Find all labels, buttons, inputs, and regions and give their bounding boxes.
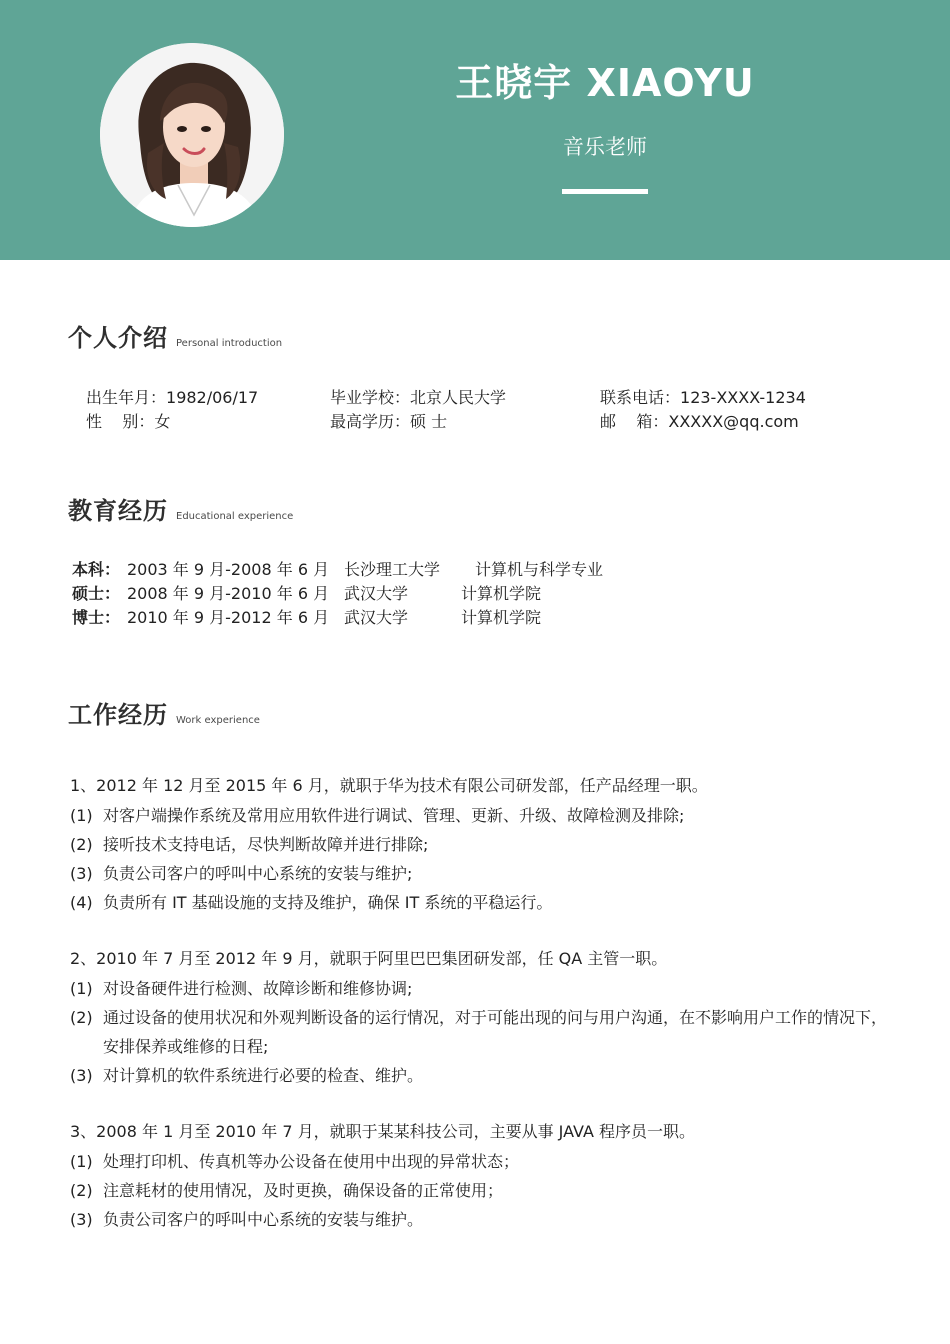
info-phone — [600, 386, 806, 410]
info-degree — [330, 410, 447, 434]
info-gender — [86, 410, 170, 434]
info-value: 硕 士 — [410, 412, 448, 431]
duty-number: (1) — [70, 806, 93, 825]
duty-text: 接听技术支持电话，尽快判断故障并进行排除; — [103, 835, 429, 854]
duty-number: (1) — [70, 1152, 93, 1171]
info-value: 1982/06/17 — [166, 388, 259, 407]
education-degree: 本科： — [72, 560, 121, 579]
education-period: 2003 年 9 月-2008 年 6 月 — [127, 560, 330, 579]
work-heading: 3、2008 年 1 月至 2010 年 7 月，就职于某某科技公司，主要从事 JAVA 程序员一职。 — [70, 1122, 695, 1141]
duty-text: 对设备硬件进行检测、故障诊断和维修协调; — [103, 979, 413, 998]
work-duty — [70, 830, 890, 859]
duty-number: (3) — [70, 864, 93, 883]
education-degree: 博士： — [72, 608, 121, 627]
info-label: 最高学历： — [330, 412, 411, 431]
education-school: 长沙理工大学 — [344, 560, 441, 579]
profile-photo-illustration — [100, 43, 284, 227]
education-major: 计算机与科学专业 — [475, 560, 604, 579]
info-label: 联系电话： — [600, 388, 681, 407]
info-email — [600, 410, 799, 434]
info-label: 邮 箱： — [600, 412, 669, 431]
duty-text: 负责公司客户的呼叫中心系统的安装与维护。 — [103, 1210, 424, 1229]
education-period: 2008 年 9 月-2010 年 6 月 — [127, 584, 330, 603]
info-value: 123-XXXX-1234 — [680, 388, 806, 407]
work-duty — [70, 1205, 890, 1234]
info-birth — [86, 386, 258, 410]
section-title-en: Personal introduction — [176, 338, 283, 349]
work-duty — [70, 859, 890, 888]
resume-header — [0, 0, 950, 260]
info-label: 毕业学校： — [330, 388, 411, 407]
work-duty — [70, 1061, 890, 1090]
duty-number: (2) — [70, 1008, 93, 1027]
header-divider — [562, 189, 648, 194]
education-school: 武汉大学 — [344, 584, 409, 603]
work-duty — [70, 801, 890, 830]
section-title-cn: 工作经历 — [68, 701, 168, 729]
section-title-cn: 教育经历 — [68, 497, 168, 525]
education-period: 2010 年 9 月-2012 年 6 月 — [127, 608, 330, 627]
section-title-education — [68, 491, 293, 526]
work-heading: 2、2010 年 7 月至 2012 年 9 月，就职于阿里巴巴集团研发部，任 QA 主管一职。 — [70, 949, 668, 968]
work-duty — [70, 1147, 890, 1176]
job-title: 音乐老师 — [563, 135, 647, 159]
candidate-name: 王晓宇 XIAOYU — [455, 61, 755, 105]
work-heading: 1、2012 年 12 月至 2015 年 6 月，就职于华为技术有限公司研发部，任产品经理一职。 — [70, 776, 708, 795]
duty-text: 对计算机的软件系统进行必要的检查、维护。 — [103, 1066, 424, 1085]
info-value: XXXXX@qq.com — [668, 412, 799, 431]
duty-text: 注意耗材的使用情况，及时更换，确保设备的正常使用； — [103, 1181, 504, 1200]
duty-number: (2) — [70, 835, 93, 854]
duty-number: (2) — [70, 1181, 93, 1200]
duty-text: 通过设备的使用状况和外观判断设备的运行情况，对于可能出现的问与用户沟通，在不影响用户工作的情况下，安排保养或维修的日程; — [103, 1008, 888, 1056]
info-label: 性 别： — [86, 412, 155, 431]
duty-number: (3) — [70, 1066, 93, 1085]
work-duty — [70, 1003, 890, 1061]
info-label: 出生年月： — [86, 388, 167, 407]
section-title-cn: 个人介绍 — [68, 324, 168, 352]
duty-text: 负责所有 IT 基础设施的支持及维护，确保 IT 系统的平稳运行。 — [103, 893, 553, 912]
duty-number: (1) — [70, 979, 93, 998]
education-school: 武汉大学 — [344, 608, 409, 627]
profile-photo — [100, 43, 284, 227]
education-degree: 硕士： — [72, 584, 121, 603]
section-title-en: Educational experience — [176, 511, 294, 522]
duty-text: 负责公司客户的呼叫中心系统的安装与维护; — [103, 864, 413, 883]
info-value: 北京人民大学 — [410, 388, 507, 407]
duty-number: (3) — [70, 1210, 93, 1229]
education-major: 计算机学院 — [461, 608, 542, 627]
work-duty — [70, 1176, 890, 1205]
duty-number: (4) — [70, 893, 93, 912]
section-title-work — [68, 695, 260, 730]
duty-text: 对客户端操作系统及常用应用软件进行调试、管理、更新、升级、故障检测及排除; — [103, 806, 685, 825]
work-duty — [70, 888, 890, 917]
section-title-en: Work experience — [176, 715, 260, 726]
work-duty — [70, 974, 890, 1003]
info-school — [330, 386, 506, 410]
education-major: 计算机学院 — [461, 584, 542, 603]
info-value: 女 — [154, 412, 171, 431]
section-title-intro — [68, 318, 282, 353]
duty-text: 处理打印机、传真机等办公设备在使用中出现的异常状态； — [103, 1152, 520, 1171]
